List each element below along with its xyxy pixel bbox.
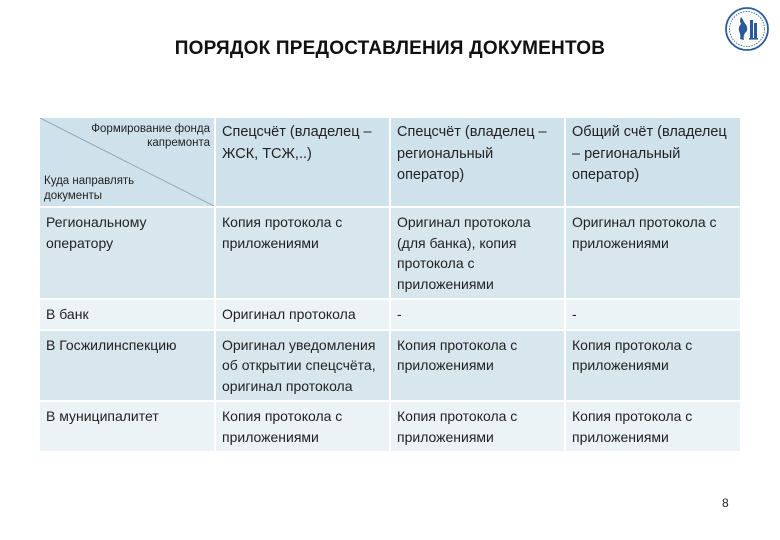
table-cell: Копия протокола с приложениями	[215, 207, 390, 299]
corner-top-line1: Формирование фонда	[91, 123, 210, 135]
row-label: В банк	[40, 299, 215, 330]
ministry-emblem-icon	[724, 6, 770, 52]
table-header-row	[40, 118, 741, 207]
table-cell: Копия протокола с приложениями	[565, 330, 741, 402]
table-cell: -	[565, 299, 741, 330]
corner-bottom-label	[44, 174, 134, 204]
corner-top-line2: капремонта	[147, 137, 210, 149]
table-cell: Оригинал протокола с приложениями	[565, 207, 741, 299]
table-cell: -	[390, 299, 565, 330]
table-cell: Оригинал протокола	[215, 299, 390, 330]
table-row	[40, 299, 741, 330]
row-label: В Госжилинспекцию	[40, 330, 215, 402]
table-cell: Оригинал уведомления об открытии спецсчёта, оригинал протокола	[215, 330, 390, 402]
column-header: Спецсчёт (владелец – региональный оператор)	[390, 118, 565, 207]
table-cell: Оригинал протокола (для банка), копия протокола с приложениями	[390, 207, 565, 299]
table-cell: Копия протокола с приложениями	[390, 330, 565, 402]
table-corner-cell	[40, 118, 215, 207]
table-cell: Копия протокола с приложениями	[215, 401, 390, 452]
page-number: 8	[722, 496, 729, 510]
corner-bottom-line1: Куда направлять	[44, 175, 135, 187]
documents-table	[40, 118, 742, 453]
row-label: В муниципалитет	[40, 401, 215, 452]
row-label: Региональному оператору	[40, 207, 215, 299]
corner-top-label	[91, 122, 210, 150]
table-cell: Копия протокола с приложениями	[565, 401, 741, 452]
column-header: Спецсчёт (владелец – ЖСК, ТСЖ,..)	[215, 118, 390, 207]
column-header: Общий счёт (владелец – региональный оператор)	[565, 118, 741, 207]
table-cell: Копия протокола с приложениями	[390, 401, 565, 452]
table-row	[40, 401, 741, 452]
page-title: ПОРЯДОК ПРЕДОСТАВЛЕНИЯ ДОКУМЕНТОВ	[174, 38, 606, 59]
table-row	[40, 330, 741, 402]
table-row	[40, 207, 741, 299]
corner-bottom-line2: документы	[44, 190, 103, 202]
